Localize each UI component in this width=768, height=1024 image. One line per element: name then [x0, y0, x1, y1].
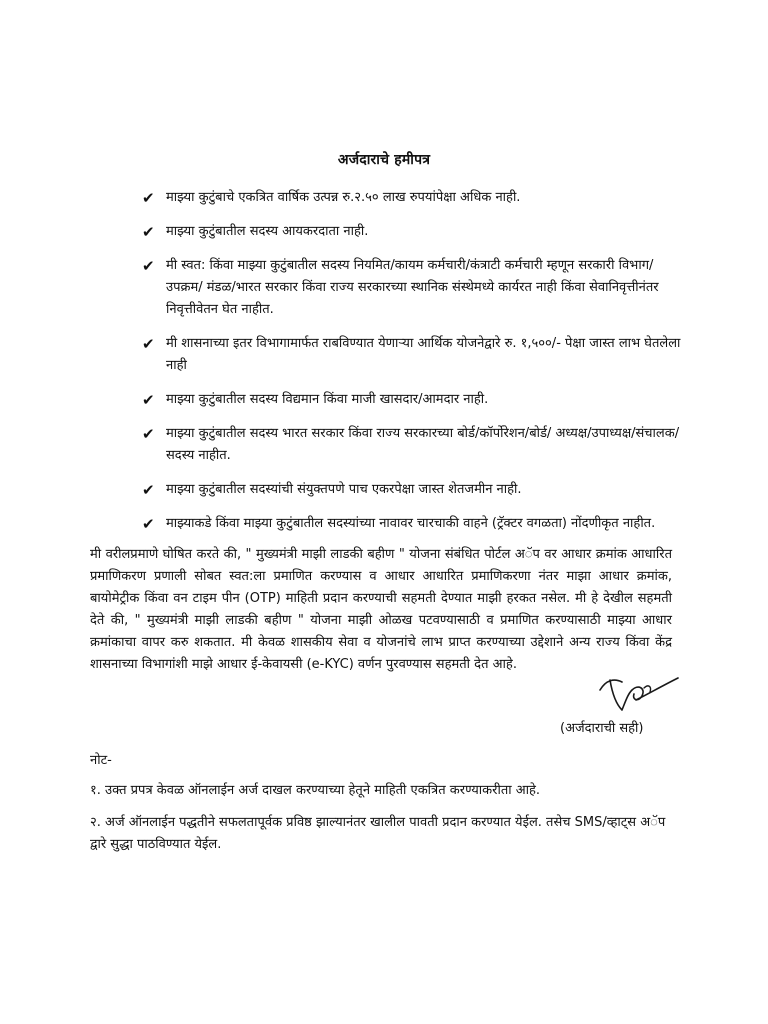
signature-image: [592, 670, 682, 718]
declaration-paragraph: मी वरीलप्रमाणे घोषित करते की, " मुख्यमंत्री माझी लाडकी बहीण " योजना संबंधित पोर्टल अॅप वर आधार क्रमांक आधारित प्रमाणिकरण प्रणाली सोबत स्वत:ला प्रमाणित करण्यास व आधार आधारित प्रमाणिकरणा नंतर माझा आधार क्रमांक, बायोमेट्रीक किंवा वन टाइम पीन (OTP) माहिती प्रदान करण्याची सहमती देण्यात माझी हरकत नसेल. मी हे देखील सहमती देते की, " मुख्यमंत्री माझी लाडकी बहीण " योजना माझी ओळख पटवण्यासाठी व प्रमाणित करण्यासाठी माझ्या आधार क्रमांकाचा वापर करु शकतात. मी केवळ शासकीय सेवा व योजनांचे लाभ प्राप्त करण्याच्या उद्देशाने अन्य राज्य किंवा केंद्र शासनाच्या विभागांशी माझे आधार ई-केवायसी (e-KYC) वर्णन पुरवण्यास सहमती देत आहे.: [90, 547, 672, 672]
list-item: [142, 333, 682, 377]
check-mark-icon: ✔: [142, 425, 155, 443]
list-item-text: माझ्या कुटुंबातील सदस्यांची संयुक्तपणे पाच एकरपेक्षा जास्त शेतजमीन नाही.: [166, 482, 522, 497]
note-item: २. अर्ज ऑनलाईन पद्धतीने सफलतापूर्वक प्रविष्ठ झाल्यानंतर खालील पावती प्रदान करण्यात येईल. तसेच SMS/व्हाट्स अॅप द्वारे सुद्धा पाठविण्यात येईल.: [90, 815, 666, 852]
list-item: [142, 255, 682, 321]
list-item-text: मी स्वत: किंवा माझ्या कुटुंबातील सदस्य नियमित/कायम कर्मचारी/कंत्राटी कर्मचारी म्हणून सरकारी विभाग/ उपक्रम/ मंडळ/भारत सरकार किंवा राज्य सरकारच्या स्थानिक संस्थेमध्ये कार्यरत नाही किंवा सेवानिवृत्तीनंतर निवृत्तीवेतन घेत नाहीत.: [166, 258, 659, 317]
list-item: [142, 389, 682, 411]
list-item-text: माझ्या कुटुंबातील सदस्य आयकरदाता नाही.: [166, 224, 369, 239]
list-item: [142, 187, 682, 209]
check-mark-icon: ✔: [142, 189, 155, 207]
list-item-text: माझ्या कुटुंबाचे एकत्रित वार्षिक उत्पन्न रु.२.५० लाख रुपयांपेक्षा अधिक नाही.: [166, 190, 521, 205]
list-item-text: माझ्या कुटुंबातील सदस्य विद्यमान किंवा माजी खासदार/आमदार नाही.: [166, 392, 489, 407]
check-mark-icon: ✔: [142, 515, 155, 533]
check-mark-icon: ✔: [142, 391, 155, 409]
check-mark-icon: ✔: [142, 335, 155, 353]
list-item: [142, 423, 682, 467]
check-mark-icon: ✔: [142, 257, 155, 275]
note-item: १. उक्त प्रपत्र केवळ ऑनलाईन अर्ज दाखल करण्याच्या हेतूने माहिती एकत्रित करण्याकरीता आहे.: [90, 783, 541, 798]
list-item-text: मी शासनाच्या इतर विभागामार्फत राबविण्यात येणाऱ्या आर्थिक योजनेद्वारे रु. १,५००/- पेक्षा जास्त लाभ घेतलेला नाही: [166, 336, 681, 373]
signature-caption: (अर्जदाराची सही): [560, 721, 644, 736]
check-mark-icon: ✔: [142, 223, 155, 241]
list-item-text: माझ्या कुटुंबातील सदस्य भारत सरकार किंवा राज्य सरकारच्या बोर्ड/कॉर्पोरेशन/बोर्ड/ अध्यक्ष/उपाध्यक्ष/संचालक/सदस्य नाहीत.: [166, 426, 680, 463]
declaration-checklist: [142, 187, 682, 547]
note-heading: नोट-: [90, 753, 112, 768]
list-item: [142, 513, 682, 535]
list-item-text: माझ्याकडे किंवा माझ्या कुटुंबातील सदस्यांच्या नावावर चारचाकी वाहने (ट्रॅक्टर वगळता) नोंदणीकृत नाहीत.: [166, 516, 656, 531]
page-title: अर्जदाराचे हमीपत्र: [337, 152, 431, 168]
check-mark-icon: ✔: [142, 481, 155, 499]
list-item: [142, 221, 682, 243]
list-item: [142, 479, 682, 501]
